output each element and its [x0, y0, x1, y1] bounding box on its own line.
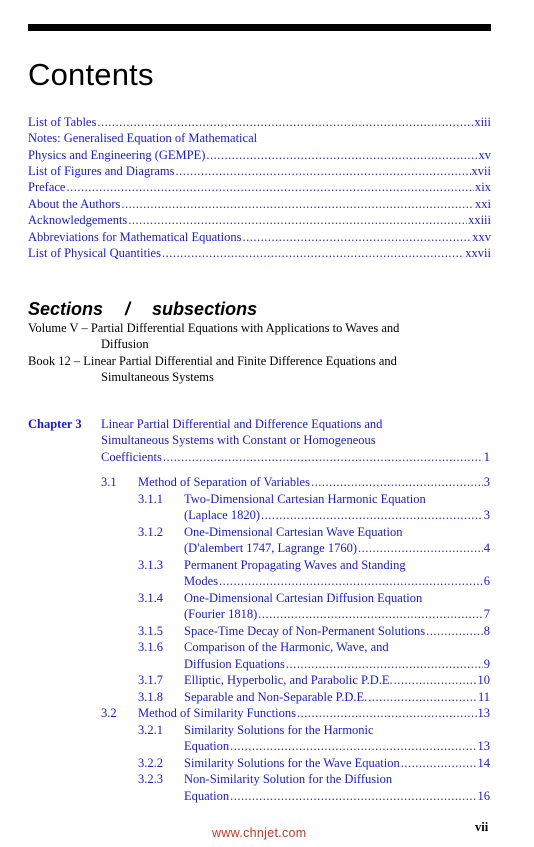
toc-subsection-3-1-7[interactable]: [184, 672, 490, 688]
toc-entry-title: Equation: [184, 789, 230, 803]
toc-entry-list-of-figures[interactable]: [28, 163, 491, 179]
toc-subsection-3-1-5[interactable]: [184, 623, 490, 639]
subsection-number: 3.1.7: [138, 673, 163, 687]
toc-entry-page: 3: [483, 475, 490, 489]
dot-leader: [66, 179, 474, 195]
subsection-number: 3.1.1: [138, 492, 163, 506]
chapter-label[interactable]: Chapter 3: [28, 417, 82, 431]
toc-entry-title: List of Figures and Diagrams: [28, 164, 175, 178]
page-title: Contents: [28, 57, 154, 92]
toc-entry-abbreviations[interactable]: [28, 229, 491, 245]
toc-entry-title: Space-Time Decay of Non-Permanent Solutions: [184, 624, 426, 638]
dot-leader: [297, 705, 477, 721]
toc-subsection-3-1-1[interactable]: [184, 507, 490, 523]
sections-heading-left: Sections: [28, 299, 104, 319]
toc-subsection-3-1-3-line1[interactable]: Permanent Propagating Waves and Standing: [184, 558, 406, 572]
toc-subsection-3-1-4-line1[interactable]: One-Dimensional Cartesian Diffusion Equation: [184, 591, 423, 605]
toc-entry-title: Equation: [184, 739, 230, 753]
dot-leader: [401, 755, 477, 771]
toc-entry-page: 16: [477, 789, 490, 803]
toc-entry-title: About the Authors: [28, 197, 121, 211]
toc-entry-page: 7: [483, 607, 490, 621]
subsection-number: 3.1.3: [138, 558, 163, 572]
toc-entry-page: 6: [483, 574, 490, 588]
toc-entry-notes-line1[interactable]: Notes: Generalised Equation of Mathematical: [28, 131, 258, 145]
toc-subsection-3-1-6[interactable]: [184, 656, 490, 672]
section-number: 3.2: [101, 706, 117, 720]
dot-leader: [128, 212, 467, 228]
toc-entry-page: xxvii: [465, 246, 491, 260]
dot-leader: [97, 114, 473, 130]
chapter-title-line1[interactable]: Linear Partial Differential and Difference Equations and: [101, 417, 383, 431]
toc-entry-page: xxi: [475, 197, 491, 211]
toc-entry-page: 8: [483, 624, 490, 638]
toc-entry-page: 9: [483, 657, 490, 671]
toc-entry-page: xxiii: [468, 213, 491, 227]
toc-entry-title: Diffusion Equations: [184, 657, 285, 671]
toc-entry-title: Similarity Solutions for the Wave Equation: [184, 756, 400, 770]
toc-entry-title: Preface: [28, 180, 66, 194]
toc-entry-title: Separable and Non-Separable P.D.E.: [184, 690, 368, 704]
toc-subsection-3-2-3-line1[interactable]: Non-Similarity Solution for the Diffusion: [184, 772, 393, 786]
toc-entry-page: 10: [477, 673, 490, 687]
sections-heading-right: subsections: [152, 299, 258, 319]
toc-entry-page: 11: [477, 690, 490, 704]
toc-entry-title: Physics and Engineering (GEMPE): [28, 148, 206, 162]
toc-entry-title: Method of Separation of Variables: [138, 475, 310, 489]
dot-leader: [358, 540, 483, 556]
toc-entry-title: Coefficients: [101, 450, 162, 464]
subsection-number: 3.1.8: [138, 690, 163, 704]
dot-leader: [163, 449, 483, 465]
toc-section-3-2[interactable]: [138, 705, 490, 721]
dot-leader: [230, 788, 476, 804]
toc-subsection-3-1-8[interactable]: [184, 689, 490, 705]
toc-entry-page: 13: [477, 706, 490, 720]
toc-entry-page: xxv: [472, 230, 491, 244]
toc-entry-title: List of Physical Quantities: [28, 246, 161, 260]
volume-title-line1: Volume V – Partial Differential Equations with Applications to Waves and: [28, 321, 400, 335]
toc-entry-title: Abbreviations for Mathematical Equations: [28, 230, 242, 244]
toc-entry-acknowledgements[interactable]: [28, 212, 491, 228]
dot-leader: [219, 573, 483, 589]
toc-entry-page: xix: [475, 180, 491, 194]
subsection-number: 3.1.5: [138, 624, 163, 638]
dot-leader: [162, 245, 464, 261]
subsection-number: 3.2.1: [138, 723, 163, 737]
toc-entry-title: List of Tables: [28, 115, 97, 129]
toc-entry-page: 3: [483, 508, 490, 522]
toc-subsection-3-2-1-line1[interactable]: Similarity Solutions for the Harmonic: [184, 723, 374, 737]
toc-subsection-3-1-2-line1[interactable]: One-Dimensional Cartesian Wave Equation: [184, 525, 403, 539]
dot-leader: [176, 163, 471, 179]
dot-leader: [261, 507, 483, 523]
toc-entry-list-of-tables[interactable]: [28, 114, 491, 130]
dot-leader: [368, 689, 477, 705]
toc-entry-page: 13: [477, 739, 490, 753]
sections-heading-slash: /: [125, 299, 131, 319]
book-title-line2: Simultaneous Systems: [101, 370, 214, 384]
toc-subsection-3-2-2[interactable]: [184, 755, 490, 771]
chapter-title-line2[interactable]: Simultaneous Systems with Constant or Homogeneous: [101, 433, 376, 447]
toc-entry-page: xiii: [474, 115, 491, 129]
toc-entry-about-the-authors[interactable]: [28, 196, 491, 212]
volume-title-line2: Diffusion: [101, 337, 149, 351]
toc-subsection-3-1-4[interactable]: [184, 606, 490, 622]
subsection-number: 3.2.2: [138, 756, 163, 770]
dot-leader: [258, 606, 483, 622]
section-number: 3.1: [101, 475, 117, 489]
subsection-number: 3.1.4: [138, 591, 163, 605]
top-rule: [28, 24, 491, 31]
sections-heading: [28, 298, 257, 320]
toc-entry-notes-gempe[interactable]: [28, 147, 491, 163]
dot-leader: [426, 623, 483, 639]
toc-subsection-3-1-3[interactable]: [184, 573, 490, 589]
toc-subsection-3-1-6-line1[interactable]: Comparison of the Harmonic, Wave, and: [184, 640, 389, 654]
toc-entry-physical-quantities[interactable]: [28, 245, 491, 261]
toc-subsection-3-2-1[interactable]: [184, 738, 490, 754]
subsection-number: 3.1.2: [138, 525, 163, 539]
subsection-number: 3.2.3: [138, 772, 163, 786]
toc-section-3-1[interactable]: [138, 474, 490, 490]
toc-entry-title: (Fourier 1818): [184, 607, 258, 621]
chapter-title-line3[interactable]: [101, 449, 490, 465]
toc-subsection-3-1-1-line1[interactable]: Two-Dimensional Cartesian Harmonic Equation: [184, 492, 426, 506]
dot-leader: [242, 229, 471, 245]
toc-entry-title: (Laplace 1820): [184, 508, 261, 522]
dot-leader: [230, 738, 476, 754]
toc-entry-title: Acknowledgements: [28, 213, 128, 227]
page-number: vii: [475, 820, 489, 834]
toc-entry-page: 4: [483, 541, 490, 555]
toc-entry-title: Modes: [184, 574, 219, 588]
toc-entry-page: xv: [478, 148, 491, 162]
subsection-number: 3.1.6: [138, 640, 163, 654]
dot-leader: [394, 672, 477, 688]
dot-leader: [121, 196, 474, 212]
toc-subsection-3-1-2[interactable]: [184, 540, 490, 556]
dot-leader: [311, 474, 483, 490]
toc-entry-title: (D'alembert 1747, Lagrange 1760): [184, 541, 358, 555]
book-title-line1: Book 12 – Linear Partial Differential and Finite Difference Equations and: [28, 354, 397, 368]
toc-entry-title: Method of Similarity Functions: [138, 706, 296, 720]
toc-entry-title: Elliptic, Hyperbolic, and Parabolic P.D.E.: [184, 673, 393, 687]
toc-entry-page: 14: [477, 756, 490, 770]
dot-leader: [206, 147, 477, 163]
watermark: www.chnjet.com: [212, 826, 307, 840]
toc-entry-preface[interactable]: [28, 179, 491, 195]
dot-leader: [286, 656, 483, 672]
toc-subsection-3-2-3[interactable]: [184, 788, 490, 804]
toc-entry-page: 1: [483, 450, 490, 464]
toc-entry-page: xvii: [471, 164, 491, 178]
